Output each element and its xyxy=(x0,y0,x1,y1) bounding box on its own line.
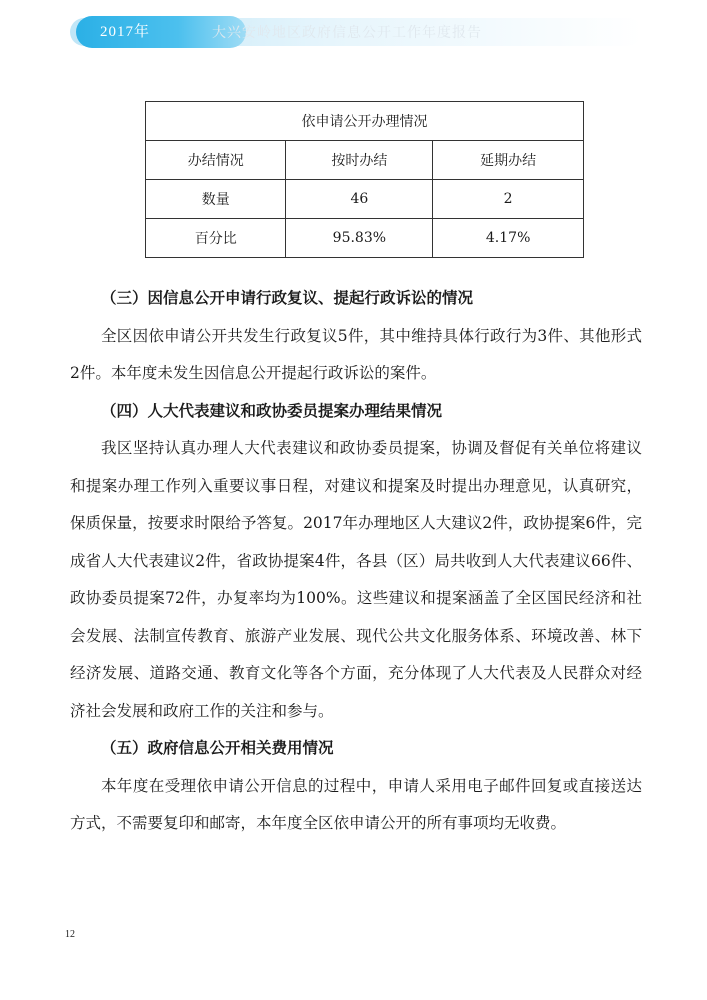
table-header-cell: 办结情况 xyxy=(146,141,286,180)
table-cell: 4.17% xyxy=(433,219,584,258)
table-row xyxy=(146,180,584,219)
header-year: 2017年 xyxy=(100,24,151,40)
report-body xyxy=(70,280,642,843)
section-paragraph: 本年度在受理依申请公开信息的过程中，申请人采用电子邮件回复或直接送达方式，不需要复印和邮寄，本年度全区依申请公开的所有事项均无收费。 xyxy=(70,776,642,832)
table-header-cell: 延期办结 xyxy=(433,141,584,180)
table-cell: 46 xyxy=(286,180,433,219)
section-heading: （四）人大代表建议和政协委员提案办理结果情况 xyxy=(101,401,443,420)
section-paragraph: 全区因依申请公开共发生行政复议5件，其中维持具体行政行为3件、其他形式2件。本年度未发生因信息公开提起行政诉讼的案件。 xyxy=(70,326,642,382)
header-title: 大兴安岭地区政府信息公开工作年度报告 xyxy=(212,25,482,41)
table-cell: 数量 xyxy=(146,180,286,219)
table-cell: 百分比 xyxy=(146,219,286,258)
table-cell: 95.83% xyxy=(286,219,433,258)
application-status-table xyxy=(145,101,584,258)
table-header-row xyxy=(146,141,584,180)
table-cell: 2 xyxy=(433,180,584,219)
table-header-cell: 按时办结 xyxy=(286,141,433,180)
table-caption: 依申请公开办理情况 xyxy=(146,102,584,141)
table-row xyxy=(146,219,584,258)
section-paragraph: 我区坚持认真办理人大代表建议和政协委员提案，协调及督促有关单位将建议和提案办理工作列入重要议事日程，对建议和提案及时提出办理意见，认真研究，保质保量，按要求时限给予答复。2017年办理地区人大建议2件，政协提案6件，完成省人大代表建议2件，省政协提案4件，各县（区）局共收到人大代表建议66件、政协委员提案72件，办复率均为100%。这些建议和提案涵盖了全区国民经济和社会发展、法制宣传教育、旅游产业发展、现代公共文化服务体系、环境改善、林下经济发展、道路交通、教育文化等各个方面，充分体现了人大代表及人民群众对经济社会发展和政府工作的关注和参与。 xyxy=(70,439,642,720)
page-number: 12 xyxy=(65,929,75,940)
table-caption-row xyxy=(146,102,584,141)
section-heading: （五）政府信息公开相关费用情况 xyxy=(101,739,334,757)
page-header xyxy=(70,14,642,50)
section-heading: （三）因信息公开申请行政复议、提起行政诉讼的情况 xyxy=(101,289,474,307)
